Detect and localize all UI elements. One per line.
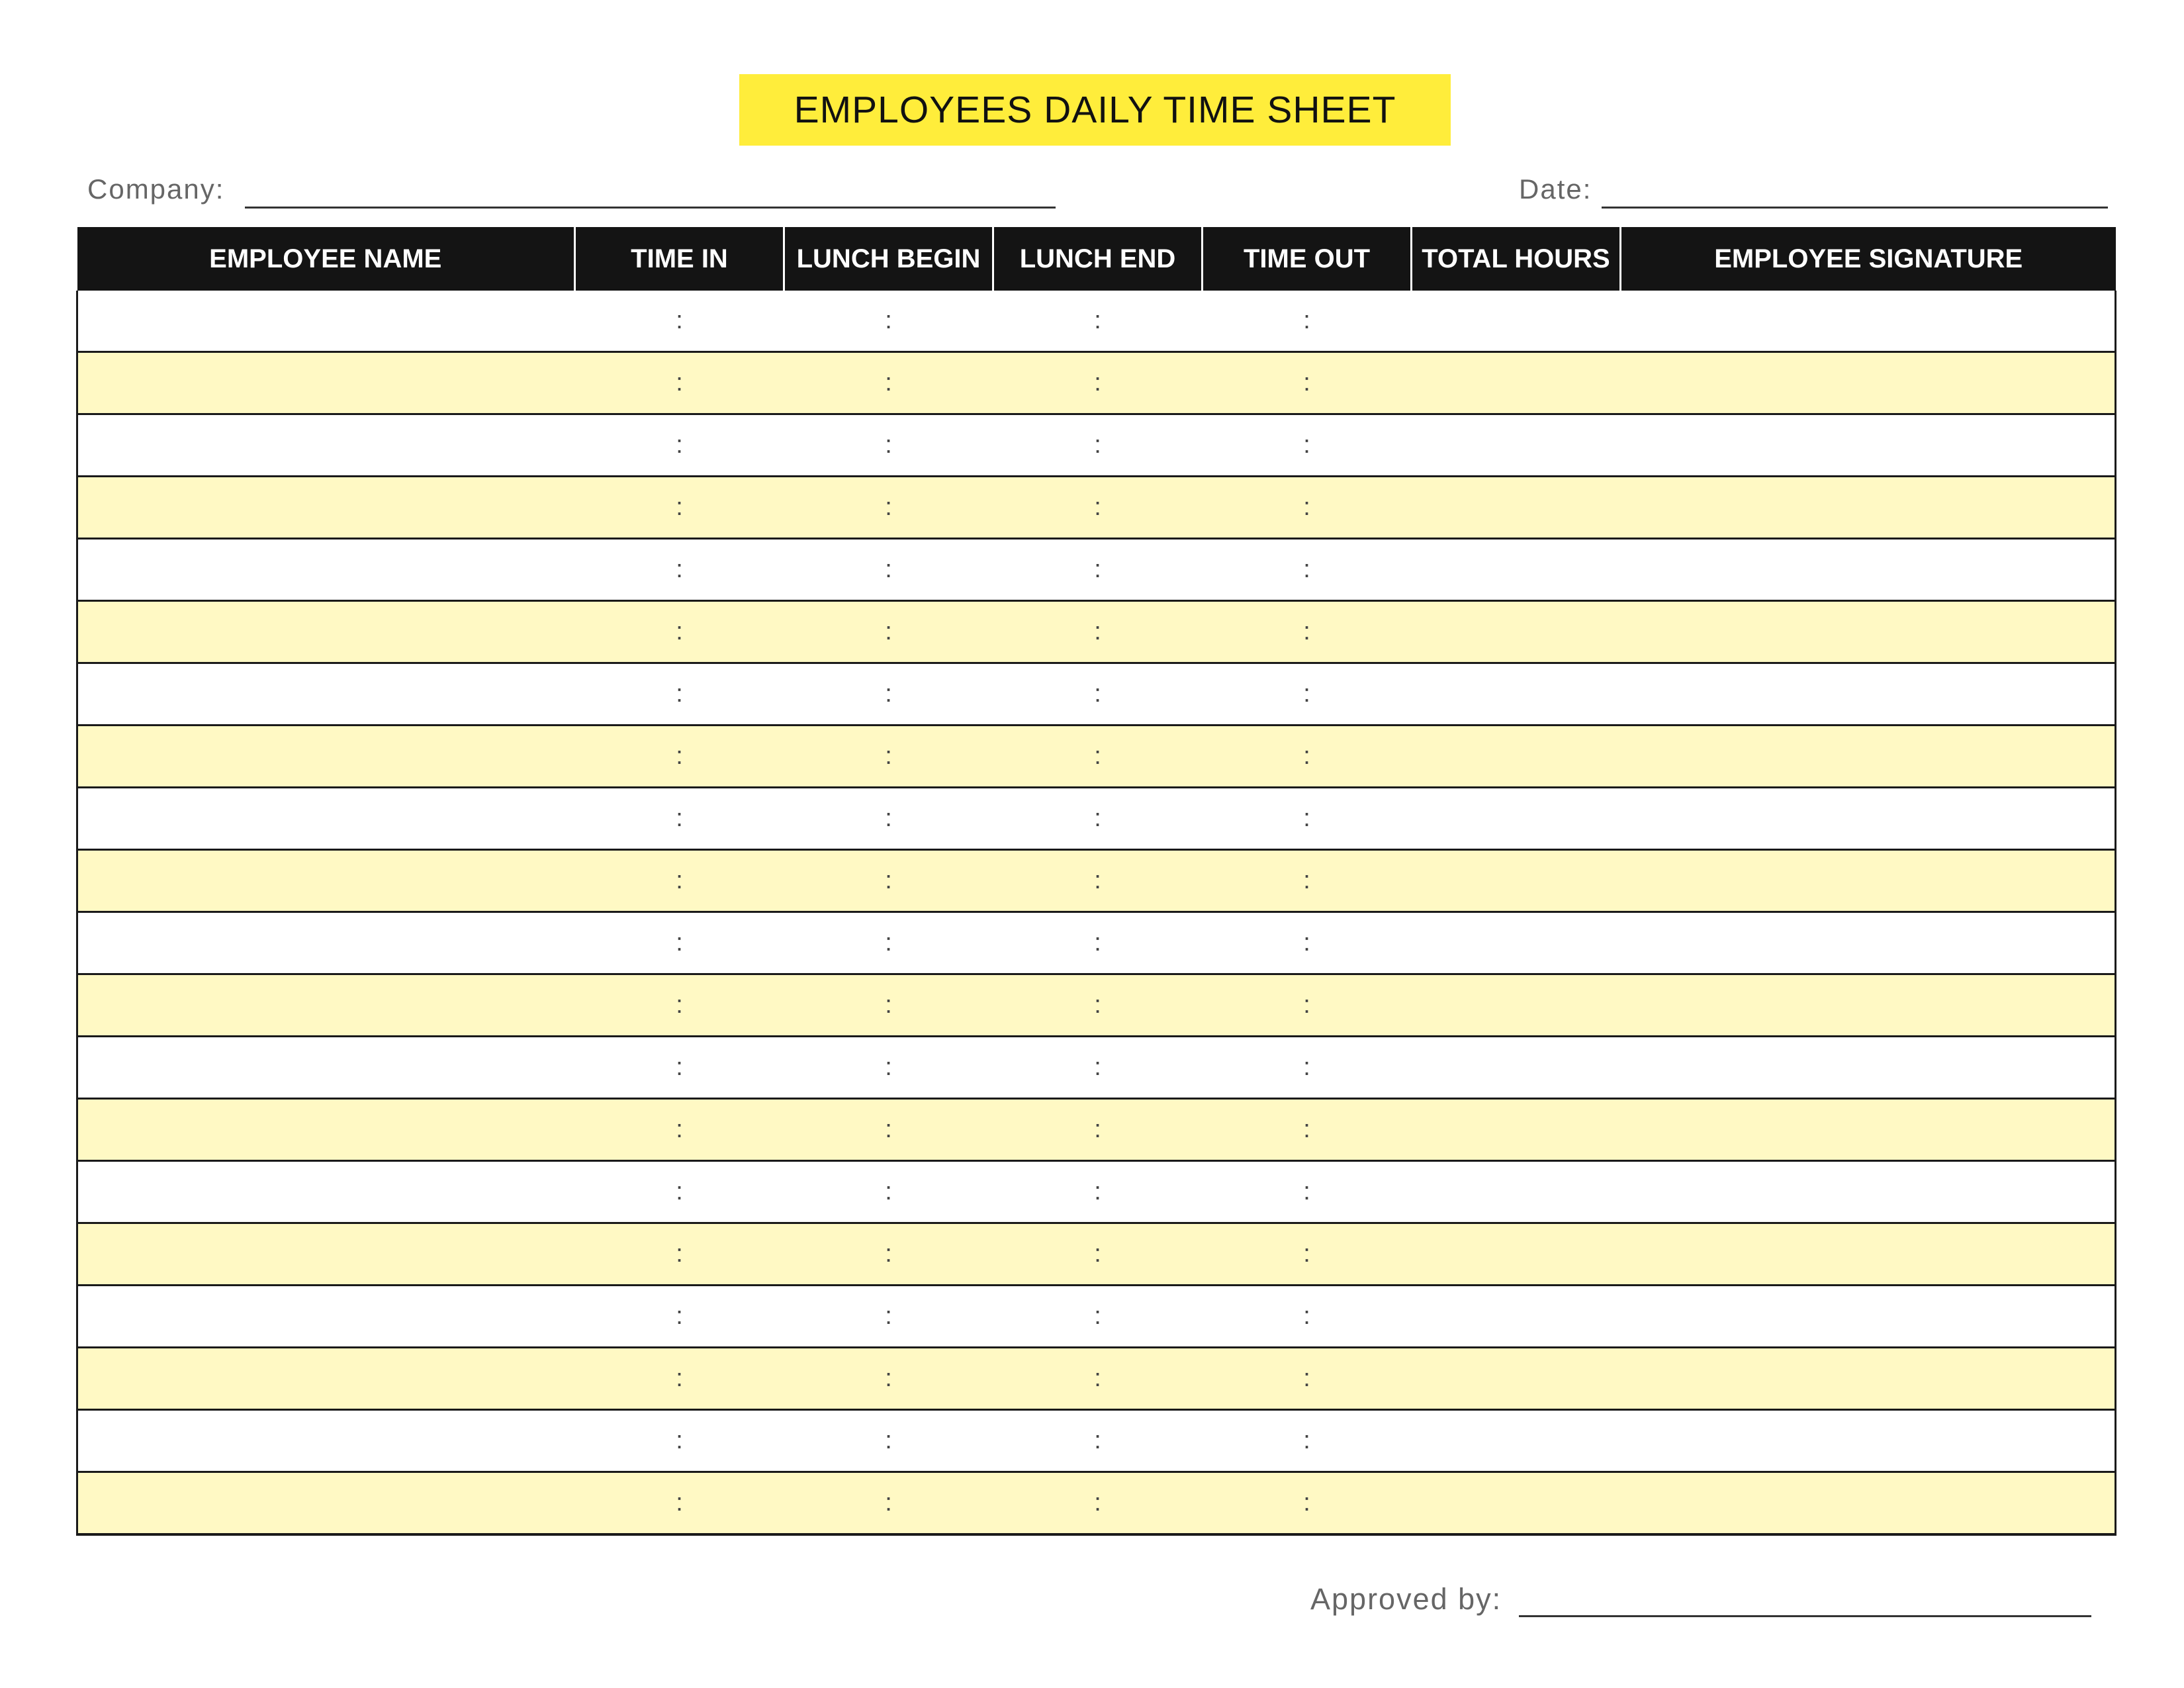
- total-hours-cell[interactable]: [1412, 601, 1621, 663]
- lunch-begin-cell[interactable]: [784, 1286, 993, 1348]
- lunch-end-cell[interactable]: [993, 1410, 1203, 1472]
- total-hours-cell[interactable]: [1412, 788, 1621, 850]
- table-row: [77, 912, 2116, 974]
- time-out-cell[interactable]: [1203, 1161, 1412, 1223]
- signature-cell[interactable]: [1621, 912, 2116, 974]
- time-separator: :: [676, 1489, 683, 1517]
- signature-cell[interactable]: [1621, 1099, 2116, 1161]
- employee-name-cell[interactable]: [77, 974, 575, 1037]
- time-separator: :: [1303, 369, 1310, 397]
- time-separator: :: [1303, 804, 1310, 832]
- lunch-end-cell[interactable]: [993, 1099, 1203, 1161]
- time-separator: :: [1094, 929, 1101, 957]
- time-separator: :: [885, 1240, 892, 1268]
- time-separator: :: [885, 1115, 892, 1143]
- time-separator: :: [1094, 991, 1101, 1019]
- time-in-cell[interactable]: [575, 726, 784, 788]
- time-in-cell[interactable]: [575, 601, 784, 663]
- timesheet-table: [76, 227, 2116, 1536]
- lunch-end-cell[interactable]: [993, 788, 1203, 850]
- time-separator: :: [676, 867, 683, 894]
- time-in-cell[interactable]: [575, 1037, 784, 1099]
- time-separator: :: [1094, 555, 1101, 583]
- total-hours-cell[interactable]: [1412, 912, 1621, 974]
- total-hours-cell[interactable]: [1412, 1348, 1621, 1410]
- time-separator: :: [885, 306, 892, 334]
- time-separator: :: [1094, 1178, 1101, 1205]
- table-row: [77, 726, 2116, 788]
- time-separator: :: [676, 991, 683, 1019]
- employee-name-cell[interactable]: [77, 1410, 575, 1472]
- time-out-cell[interactable]: [1203, 477, 1412, 539]
- time-in-cell[interactable]: [575, 1472, 784, 1535]
- table-row: [77, 1472, 2116, 1535]
- time-out-cell[interactable]: [1203, 788, 1412, 850]
- time-out-cell[interactable]: [1203, 1348, 1412, 1410]
- time-separator: :: [676, 1240, 683, 1268]
- time-in-cell[interactable]: [575, 291, 784, 352]
- time-separator: :: [1303, 1427, 1310, 1454]
- signature-cell[interactable]: [1621, 1472, 2116, 1535]
- total-hours-cell[interactable]: [1412, 1472, 1621, 1535]
- lunch-end-cell[interactable]: [993, 1348, 1203, 1410]
- total-hours-cell[interactable]: [1412, 1410, 1621, 1472]
- date-label: Date:: [1519, 173, 1592, 205]
- time-separator: :: [1303, 929, 1310, 957]
- time-out-cell[interactable]: [1203, 912, 1412, 974]
- time-separator: :: [676, 306, 683, 334]
- time-separator: :: [676, 493, 683, 521]
- time-in-cell[interactable]: [575, 912, 784, 974]
- time-out-cell[interactable]: [1203, 974, 1412, 1037]
- time-out-cell[interactable]: [1203, 291, 1412, 352]
- employee-name-cell[interactable]: [77, 291, 575, 352]
- time-separator: :: [676, 1053, 683, 1081]
- employee-name-cell[interactable]: [77, 663, 575, 726]
- signature-cell[interactable]: [1621, 352, 2116, 414]
- table-row: [77, 1223, 2116, 1286]
- time-separator: :: [1094, 618, 1101, 645]
- time-separator: :: [885, 804, 892, 832]
- signature-cell[interactable]: [1621, 974, 2116, 1037]
- time-separator: :: [1094, 431, 1101, 459]
- time-separator: :: [1303, 306, 1310, 334]
- time-in-cell[interactable]: [575, 1099, 784, 1161]
- time-out-cell[interactable]: [1203, 1286, 1412, 1348]
- time-separator: :: [1094, 1240, 1101, 1268]
- lunch-begin-cell[interactable]: [784, 1472, 993, 1535]
- employee-name-cell[interactable]: [77, 850, 575, 912]
- employee-name-cell[interactable]: [77, 1099, 575, 1161]
- time-separator: :: [676, 369, 683, 397]
- time-in-cell[interactable]: [575, 974, 784, 1037]
- company-field[interactable]: [245, 207, 1056, 209]
- time-separator: :: [676, 1115, 683, 1143]
- time-separator: :: [885, 369, 892, 397]
- time-separator: :: [1303, 493, 1310, 521]
- table-row: [77, 601, 2116, 663]
- total-hours-cell[interactable]: [1412, 726, 1621, 788]
- signature-cell[interactable]: [1621, 1037, 2116, 1099]
- total-hours-cell[interactable]: [1412, 414, 1621, 477]
- time-in-cell[interactable]: [575, 1410, 784, 1472]
- time-separator: :: [1303, 1302, 1310, 1330]
- time-in-cell[interactable]: [575, 539, 784, 601]
- time-out-cell[interactable]: [1203, 1037, 1412, 1099]
- time-separator: :: [1303, 618, 1310, 645]
- lunch-begin-cell[interactable]: [784, 539, 993, 601]
- time-in-cell[interactable]: [575, 477, 784, 539]
- time-separator: :: [1094, 306, 1101, 334]
- table-row: [77, 850, 2116, 912]
- time-separator: :: [676, 1364, 683, 1392]
- signature-cell[interactable]: [1621, 1348, 2116, 1410]
- table-row: [77, 477, 2116, 539]
- employee-name-cell[interactable]: [77, 912, 575, 974]
- signature-cell[interactable]: [1621, 1286, 2116, 1348]
- time-separator: :: [676, 1427, 683, 1454]
- employee-name-cell[interactable]: [77, 601, 575, 663]
- time-separator: :: [885, 991, 892, 1019]
- time-separator: :: [676, 680, 683, 708]
- approved-by-field[interactable]: [1519, 1615, 2091, 1617]
- time-separator: :: [1303, 1240, 1310, 1268]
- lunch-begin-cell[interactable]: [784, 726, 993, 788]
- total-hours-cell[interactable]: [1412, 1099, 1621, 1161]
- lunch-begin-cell[interactable]: [784, 1161, 993, 1223]
- time-separator: :: [1303, 555, 1310, 583]
- lunch-end-cell[interactable]: [993, 974, 1203, 1037]
- lunch-end-cell[interactable]: [993, 1037, 1203, 1099]
- time-separator: :: [1303, 1053, 1310, 1081]
- time-in-cell[interactable]: [575, 414, 784, 477]
- time-in-cell[interactable]: [575, 1223, 784, 1286]
- table-row: [77, 414, 2116, 477]
- header-time-in: TIME IN: [575, 227, 784, 291]
- table-row: [77, 1348, 2116, 1410]
- table-body: [77, 291, 2116, 1534]
- lunch-begin-cell[interactable]: [784, 1037, 993, 1099]
- employee-name-cell[interactable]: [77, 788, 575, 850]
- employee-name-cell[interactable]: [77, 1472, 575, 1535]
- time-separator: :: [1303, 742, 1310, 770]
- time-separator: :: [676, 742, 683, 770]
- lunch-begin-cell[interactable]: [784, 1099, 993, 1161]
- lunch-begin-cell[interactable]: [784, 477, 993, 539]
- time-separator: :: [885, 431, 892, 459]
- approved-by-label: Approved by:: [1310, 1582, 1502, 1616]
- lunch-begin-cell[interactable]: [784, 291, 993, 352]
- lunch-begin-cell[interactable]: [784, 912, 993, 974]
- table-row: [77, 1161, 2116, 1223]
- signature-cell[interactable]: [1621, 1410, 2116, 1472]
- time-separator: :: [885, 618, 892, 645]
- lunch-end-cell[interactable]: [993, 850, 1203, 912]
- lunch-end-cell[interactable]: [993, 539, 1203, 601]
- time-out-cell[interactable]: [1203, 414, 1412, 477]
- signature-cell[interactable]: [1621, 414, 2116, 477]
- table-row: [77, 974, 2116, 1037]
- time-separator: :: [1094, 369, 1101, 397]
- total-hours-cell[interactable]: [1412, 1223, 1621, 1286]
- header-time-out: TIME OUT: [1203, 227, 1412, 291]
- header-lunch-begin: LUNCH BEGIN: [784, 227, 993, 291]
- signature-cell[interactable]: [1621, 539, 2116, 601]
- employee-name-cell[interactable]: [77, 477, 575, 539]
- total-hours-cell[interactable]: [1412, 974, 1621, 1037]
- employee-name-cell[interactable]: [77, 414, 575, 477]
- time-in-cell[interactable]: [575, 1286, 784, 1348]
- time-separator: :: [1094, 493, 1101, 521]
- date-field[interactable]: [1602, 207, 2108, 209]
- lunch-end-cell[interactable]: [993, 477, 1203, 539]
- lunch-begin-cell[interactable]: [784, 414, 993, 477]
- time-separator: :: [1094, 1364, 1101, 1392]
- time-separator: :: [1303, 680, 1310, 708]
- time-separator: :: [1094, 742, 1101, 770]
- signature-cell[interactable]: [1621, 663, 2116, 726]
- time-separator: :: [885, 742, 892, 770]
- time-separator: :: [676, 929, 683, 957]
- time-separator: :: [1094, 1115, 1101, 1143]
- employee-name-cell[interactable]: [77, 726, 575, 788]
- lunch-begin-cell[interactable]: [784, 663, 993, 726]
- time-separator: :: [885, 1053, 892, 1081]
- time-separator: :: [885, 929, 892, 957]
- table-row: [77, 539, 2116, 601]
- time-separator: :: [1094, 1489, 1101, 1517]
- employee-name-cell[interactable]: [77, 1348, 575, 1410]
- signature-cell[interactable]: [1621, 1223, 2116, 1286]
- time-separator: :: [885, 867, 892, 894]
- time-out-cell[interactable]: [1203, 663, 1412, 726]
- header-employee-name: EMPLOYEE NAME: [77, 227, 575, 291]
- time-out-cell[interactable]: [1203, 850, 1412, 912]
- time-out-cell[interactable]: [1203, 726, 1412, 788]
- lunch-begin-cell[interactable]: [784, 1410, 993, 1472]
- page-title: EMPLOYEES DAILY TIME SHEET: [794, 89, 1396, 131]
- lunch-end-cell[interactable]: [993, 1472, 1203, 1535]
- employee-name-cell[interactable]: [77, 352, 575, 414]
- lunch-end-cell[interactable]: [993, 291, 1203, 352]
- table-row: [77, 352, 2116, 414]
- lunch-end-cell[interactable]: [993, 912, 1203, 974]
- total-hours-cell[interactable]: [1412, 1037, 1621, 1099]
- time-separator: :: [1303, 867, 1310, 894]
- time-out-cell[interactable]: [1203, 1472, 1412, 1535]
- time-separator: :: [1303, 1364, 1310, 1392]
- total-hours-cell[interactable]: [1412, 291, 1621, 352]
- signature-cell[interactable]: [1621, 726, 2116, 788]
- signature-cell[interactable]: [1621, 601, 2116, 663]
- time-separator: :: [1094, 804, 1101, 832]
- lunch-begin-cell[interactable]: [784, 601, 993, 663]
- signature-cell[interactable]: [1621, 477, 2116, 539]
- time-separator: :: [676, 1178, 683, 1205]
- lunch-begin-cell[interactable]: [784, 1223, 993, 1286]
- table-header-row: [77, 227, 2116, 291]
- time-out-cell[interactable]: [1203, 1099, 1412, 1161]
- time-separator: :: [676, 618, 683, 645]
- total-hours-cell[interactable]: [1412, 1286, 1621, 1348]
- lunch-begin-cell[interactable]: [784, 788, 993, 850]
- time-in-cell[interactable]: [575, 663, 784, 726]
- lunch-end-cell[interactable]: [993, 726, 1203, 788]
- time-separator: :: [885, 680, 892, 708]
- time-in-cell[interactable]: [575, 1161, 784, 1223]
- table-row: [77, 291, 2116, 352]
- time-separator: :: [1094, 1427, 1101, 1454]
- total-hours-cell[interactable]: [1412, 663, 1621, 726]
- table-row: [77, 788, 2116, 850]
- time-in-cell[interactable]: [575, 352, 784, 414]
- time-separator: :: [1094, 1302, 1101, 1330]
- employee-name-cell[interactable]: [77, 1161, 575, 1223]
- signature-cell[interactable]: [1621, 850, 2116, 912]
- employee-name-cell[interactable]: [77, 539, 575, 601]
- signature-cell[interactable]: [1621, 788, 2116, 850]
- time-separator: :: [1303, 1115, 1310, 1143]
- lunch-begin-cell[interactable]: [784, 850, 993, 912]
- time-in-cell[interactable]: [575, 1348, 784, 1410]
- lunch-end-cell[interactable]: [993, 1223, 1203, 1286]
- table-row: [77, 1037, 2116, 1099]
- time-separator: :: [1303, 431, 1310, 459]
- lunch-end-cell[interactable]: [993, 1286, 1203, 1348]
- time-separator: :: [1094, 1053, 1101, 1081]
- header-lunch-end: LUNCH END: [993, 227, 1203, 291]
- total-hours-cell[interactable]: [1412, 850, 1621, 912]
- time-separator: :: [676, 804, 683, 832]
- time-separator: :: [885, 1427, 892, 1454]
- time-in-cell[interactable]: [575, 788, 784, 850]
- time-separator: :: [1094, 867, 1101, 894]
- time-separator: :: [676, 1302, 683, 1330]
- lunch-end-cell[interactable]: [993, 1161, 1203, 1223]
- time-separator: :: [1303, 991, 1310, 1019]
- time-separator: :: [676, 555, 683, 583]
- time-out-cell[interactable]: [1203, 601, 1412, 663]
- time-separator: :: [885, 1489, 892, 1517]
- lunch-begin-cell[interactable]: [784, 352, 993, 414]
- time-separator: :: [885, 555, 892, 583]
- total-hours-cell[interactable]: [1412, 352, 1621, 414]
- time-out-cell[interactable]: [1203, 539, 1412, 601]
- table-row: [77, 1099, 2116, 1161]
- title-banner: [739, 74, 1451, 146]
- time-separator: :: [1303, 1489, 1310, 1517]
- employee-name-cell[interactable]: [77, 1223, 575, 1286]
- lunch-end-cell[interactable]: [993, 352, 1203, 414]
- header-total-hours: TOTAL HOURS: [1412, 227, 1621, 291]
- lunch-end-cell[interactable]: [993, 601, 1203, 663]
- time-separator: :: [676, 431, 683, 459]
- time-separator: :: [885, 493, 892, 521]
- total-hours-cell[interactable]: [1412, 539, 1621, 601]
- time-separator: :: [1094, 680, 1101, 708]
- employee-name-cell[interactable]: [77, 1037, 575, 1099]
- time-out-cell[interactable]: [1203, 1410, 1412, 1472]
- total-hours-cell[interactable]: [1412, 1161, 1621, 1223]
- time-in-cell[interactable]: [575, 850, 784, 912]
- table-row: [77, 1286, 2116, 1348]
- time-separator: :: [885, 1364, 892, 1392]
- header-employee-signature: EMPLOYEE SIGNATURE: [1621, 227, 2116, 291]
- employee-name-cell[interactable]: [77, 1286, 575, 1348]
- signature-cell[interactable]: [1621, 291, 2116, 352]
- signature-cell[interactable]: [1621, 1161, 2116, 1223]
- table-row: [77, 1410, 2116, 1472]
- time-out-cell[interactable]: [1203, 352, 1412, 414]
- time-separator: :: [885, 1178, 892, 1205]
- company-label: Company:: [87, 173, 225, 205]
- lunch-end-cell[interactable]: [993, 663, 1203, 726]
- time-out-cell[interactable]: [1203, 1223, 1412, 1286]
- lunch-end-cell[interactable]: [993, 414, 1203, 477]
- time-separator: :: [1303, 1178, 1310, 1205]
- time-separator: :: [885, 1302, 892, 1330]
- total-hours-cell[interactable]: [1412, 477, 1621, 539]
- lunch-begin-cell[interactable]: [784, 974, 993, 1037]
- table-row: [77, 663, 2116, 726]
- lunch-begin-cell[interactable]: [784, 1348, 993, 1410]
